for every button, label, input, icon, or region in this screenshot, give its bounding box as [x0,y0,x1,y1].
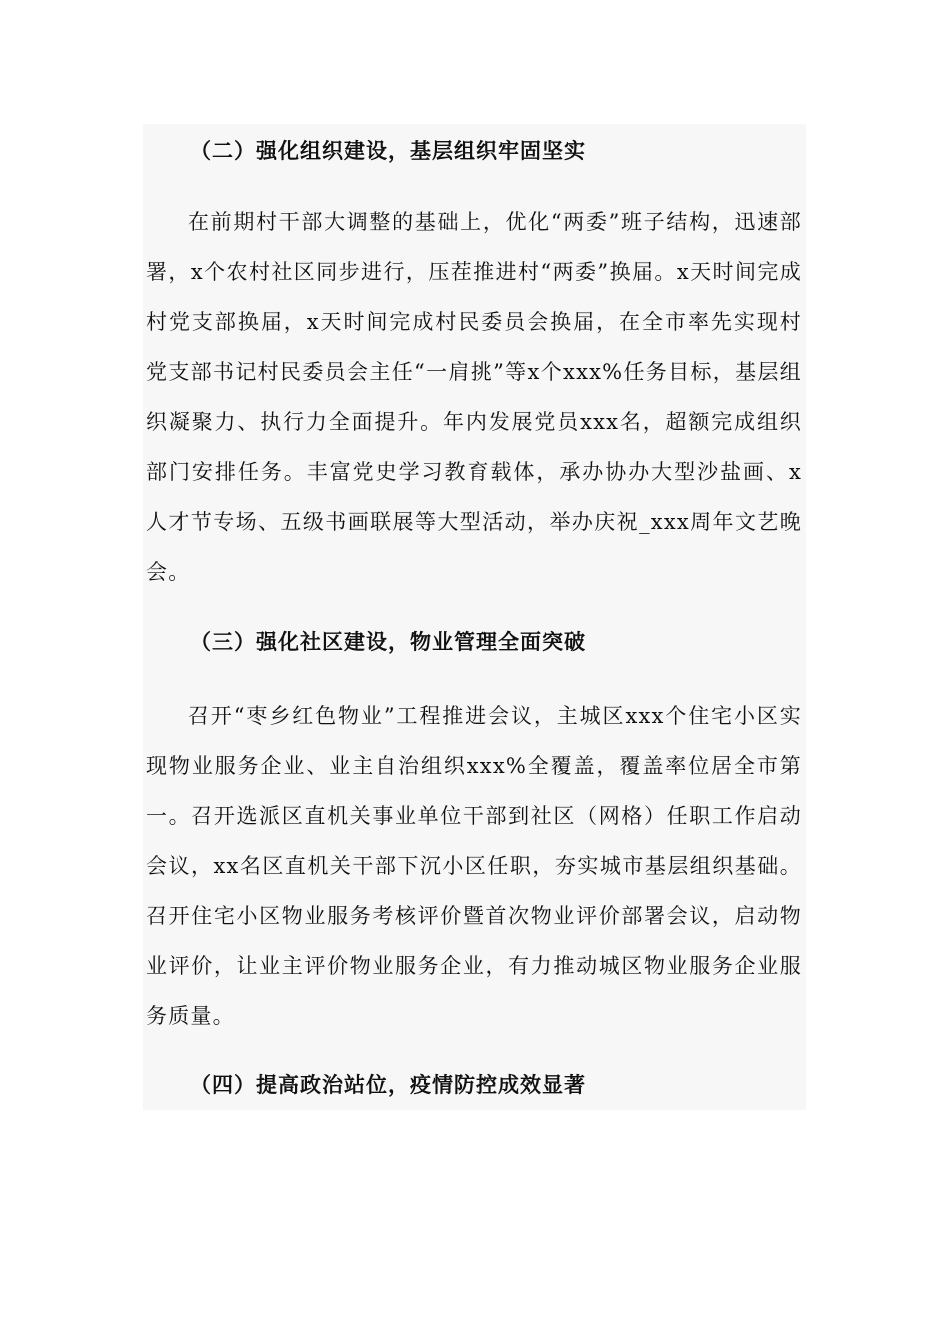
section-heading: （三）强化社区建设，物业管理全面突破 [190,630,586,654]
section-heading: （四）提高政治站位，疫情防控成效显著 [190,1073,586,1097]
section-heading: （二）强化组织建设，基层组织牢固坚实 [190,139,586,163]
section-paragraph: 在前期村干部大调整的基础上，优化“两委”班子结构，迅速部署，x个农村社区同步进行，压茬推进村“两委”换届。x天时间完成村党支部换届，x天时间完成村民委员会换届，在全市率先实现村党支部书记村民委员会主任“一肩挑”等x个xxx%任务目标，基层组织凝聚力、执行力全面提升。年内发展党员xxx名，超额完成组织部门安排任务。丰富党史学习教育载体，承办协办大型沙盐画、x人才节专场、五级书画联展等大型活动，举办庆祝_xxx周年文艺晚会。 [146,210,802,584]
document-body [143,124,806,1110]
section-paragraph: 召开“枣乡红色物业”工程推进会议，主城区xxx个住宅小区实现物业服务企业、业主自治组织xxx%全覆盖，覆盖率位居全市第一。召开选派区直机关事业单位干部到社区（网格）任职工作启动会议，xx名区直机关干部下沉小区任职，夯实城市基层组织基础。召开住宅小区物业服务考核评价暨首次物业评价部署会议，启动物业评价，让业主评价物业服务企业，有力推动城区物业服务企业服务质量。 [146,704,802,1028]
